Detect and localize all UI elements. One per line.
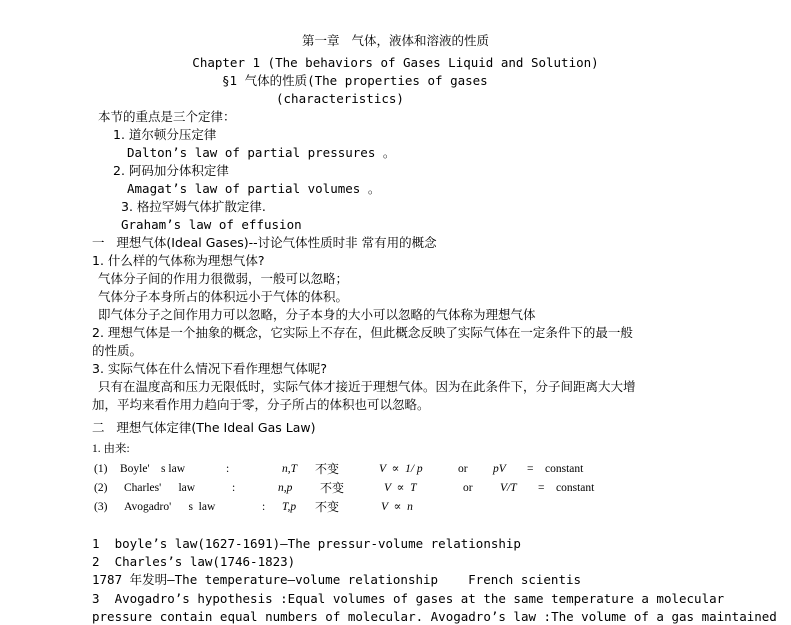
held-variables: n,T (282, 463, 298, 475)
colon: : (262, 501, 266, 513)
proportionality: V ∝ n (381, 501, 413, 513)
held-constant: 不变 (320, 481, 345, 495)
focus-intro: 本节的重点是三个定律： (98, 109, 236, 124)
equals-sign: = (538, 482, 545, 494)
question-1-line-3: 即气体分子之间作用力可以忽略，分子本身的大小可以忽略的气体称为理想气体 (98, 307, 536, 322)
or-word: or (463, 482, 473, 494)
colon: : (226, 463, 230, 475)
charles-law-line: 2 Charles’s law(1746-1823) (92, 554, 296, 569)
held-constant: 不变 (315, 462, 340, 476)
held-constant: 不变 (315, 500, 340, 514)
avogadro-line-2: pressure contain equal numbers of molecular. Avogadro’s law :The volume of a gas maintained (92, 609, 777, 624)
law-1-cn: 1. 道尔顿分压定律 (113, 127, 217, 142)
avogadro-line-1: 3 Avogadro’s hypothesis :Equal volumes of gases at the same temperature a molecular (92, 591, 725, 606)
law-name: Avogadro' s law (124, 501, 216, 513)
colon: : (232, 482, 236, 494)
equals-sign: = (527, 463, 534, 475)
question-3: 3. 实际气体在什么情况下看作理想气体呢? (92, 361, 328, 376)
held-variables: T,p (282, 501, 297, 513)
result: constant (545, 463, 584, 475)
law-name: Boyle' s law (120, 463, 185, 475)
proportionality: V ∝ 1/ p (379, 463, 423, 475)
row-number: (3) (94, 501, 108, 513)
question-2-line-1: 2. 理想气体是一个抽象的概念，它实际上不存在，但此概念反映了实际气体在一定条件下的最一般 (92, 325, 633, 340)
law-2-cn: 2. 阿码加分体积定律 (113, 163, 229, 178)
chapter-title-english: Chapter 1 (The behaviors of Gases Liquid and Solution) (192, 55, 599, 70)
alt-expression: V/T (500, 482, 517, 494)
section-title: §1 气体的性质(The properties of gases (222, 73, 488, 88)
question-1: 1. 什么样的气体称为理想气体? (92, 253, 265, 268)
boyle-law-line: 1 boyle’s law(1627-1691)—The pressur-volume relationship (92, 536, 521, 551)
row-number: (1) (94, 463, 108, 475)
law-3-cn: 3. 格拉罕姆气体扩散定律. (121, 199, 266, 214)
law-3-en: Graham’s law of effusion (121, 217, 302, 232)
result: constant (556, 482, 595, 494)
question-3-line-2: 加，平均来看作用力趋向于零，分子所占的体积也可以忽略。 (92, 397, 430, 412)
charles-year-line: 1787 年发明—The temperature—volume relationship French scientis (92, 572, 582, 587)
question-2-line-2: 的性质。 (92, 343, 143, 358)
chapter-title: 第一章 气体，液体和溶液的性质 (302, 33, 489, 48)
law-2-en: Amagat’s law of partial volumes 。 (127, 181, 381, 196)
or-word: or (458, 463, 468, 475)
row-number: (2) (94, 482, 108, 494)
alt-expression: pV (493, 463, 506, 475)
proportionality: V ∝ T (384, 482, 417, 494)
law-1-en: Dalton’s law of partial pressures 。 (127, 145, 396, 160)
question-3-line-1: 只有在温度高和压力无限低时，实际气体才接近于理想气体。因为在此条件下，分子间距离大大增 (98, 379, 636, 394)
question-1-line-1: 气体分子间的作用力很微弱，一般可以忽略； (98, 271, 349, 286)
section-title-cont: (characteristics) (276, 91, 404, 106)
question-1-line-2: 气体分子本身所占的体积远小于气体的体积。 (98, 289, 349, 304)
origin-label: 1. 由来: (92, 443, 130, 455)
part-1-heading: 一 理想气体(Ideal Gases)--讨论气体性质时非 常有用的概念 (92, 235, 437, 250)
part-2-heading: 二 理想气体定律(The Ideal Gas Law) (92, 420, 316, 435)
law-name: Charles' law (124, 482, 196, 494)
held-variables: n,p (278, 482, 293, 494)
